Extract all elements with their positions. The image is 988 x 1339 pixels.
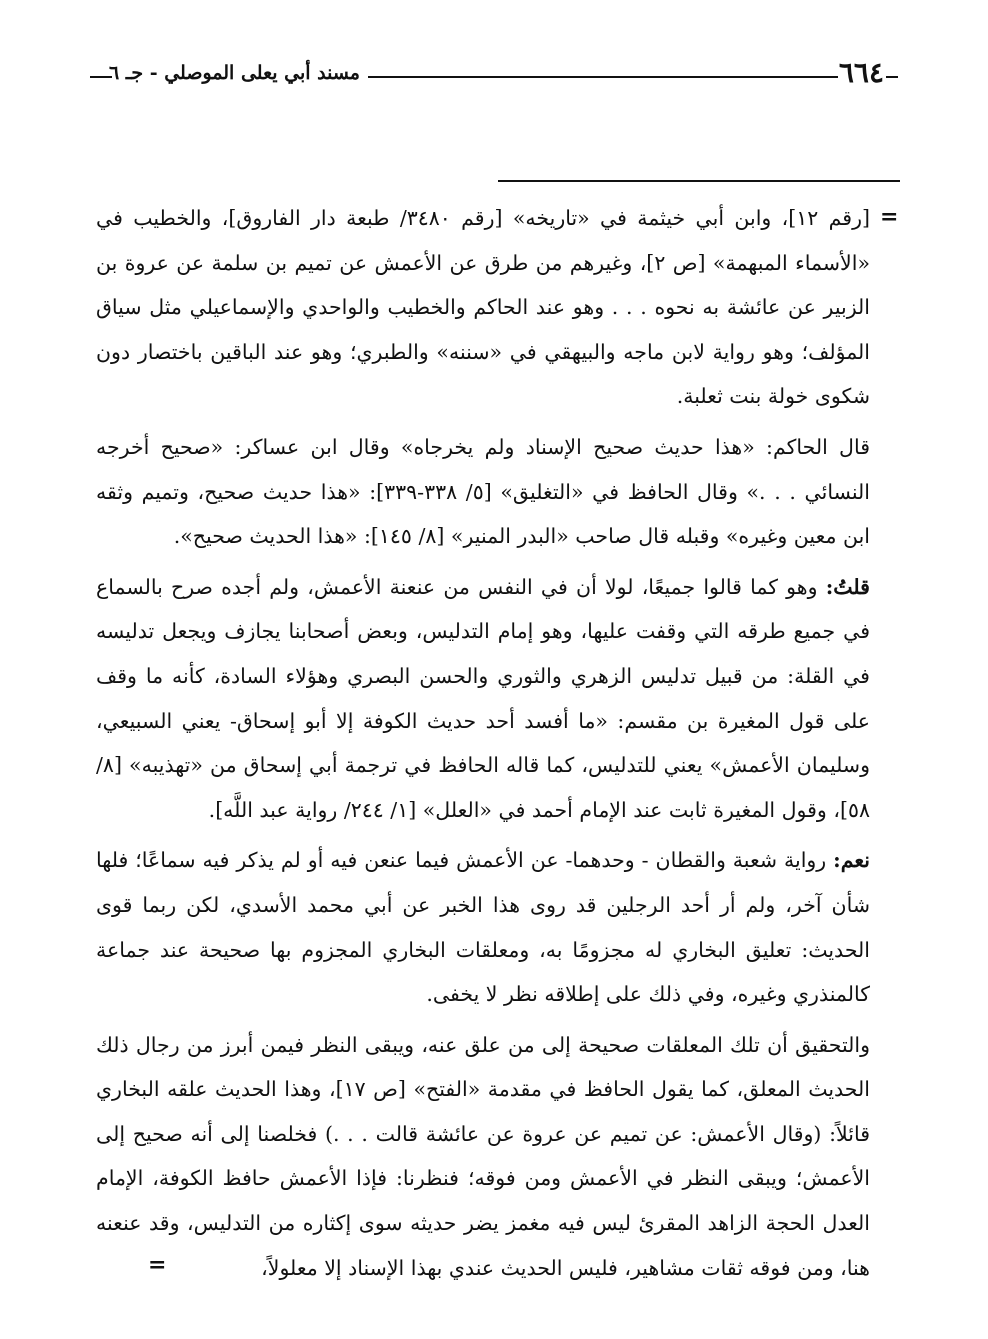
running-title: مسند أبي يعلى الموصلي - جـ ٦ <box>108 62 360 84</box>
header-rule-middle <box>368 76 838 78</box>
paragraph-text: [رقم ١٢]، وابن أبي خيثمة في «تاريخه» [رقم ٣٤٨٠/ طبعة دار الفاروق]، والخطيب في «الأسماء المبهمة» [ص ٢]، وغيرهم من طرق عن الأعمش عن تميم بن سلمة عن عروة بن الزبير عن عائشة به نحوه . . . وهو عند الحاكم والخطيب والواحدي والإسماعيلي مثل سياق المؤلف؛ وهو رواية لابن ماجه والبيهقي في «سننه» والطبري؛ وهو عند الباقين باختصار دون شكوى خولة بنت ثعلبة. <box>96 206 870 409</box>
footnote-text <box>96 196 870 1296</box>
footnote-continuation-mark-top: = <box>880 204 899 230</box>
footnote-paragraph <box>96 838 870 1016</box>
paragraph-text: والتحقيق أن تلك المعلقات صحيحة إلى من علق عنه، ويبقى النظر فيمن أبرز من رجال ذلك الحديث المعلق، كما يقول الحافظ في مقدمة «الفتح» [ص ١٧]، وهذا الحديث علقه البخاري قائلاً: (وقال الأعمش: عن تميم عن عروة عن عائشة قالت . . .) فخلصنا إلى أنه صحيح إلى الأعمش؛ ويبقى النظر في الأعمش ومن فوقه؛ فنظرنا: فإذا الأعمش حافظ الكوفة، الإمام العدل الحجة الزاهد المقرئ ليس فيه مغمز يضر حديثه سوى إكثاره من التدليس، وقد عنعنه هنا، ومن فوقه ثقات مشاهير، فليس الحديث عندي بهذا الإسناد إلا معلولاً، <box>96 1032 870 1280</box>
footnote-paragraph <box>96 565 870 833</box>
footnote-paragraph <box>96 425 870 559</box>
footnote-continuation-mark-bottom: = <box>148 1252 167 1278</box>
footnote-separator <box>498 180 900 182</box>
paragraph-text: رواية شعبة والقطان - وحدهما- عن الأعمش فيما عنعن فيه أو لم يذكر فيه سماعًا؛ فلها شأن آخر، ولم أر أحد الرجلين قد روى هذا الخبر عن أبي محمد الأسدي، لكن ربما قوى الحديث: تعليق البخاري له مجزومًا به، ومعلقات البخاري المجزوم بها صحيحة عند جماعة كالمنذري وغيره، وفي ذلك على إطلاقه نظر لا يخفى. <box>96 848 870 1007</box>
footnote-paragraph <box>96 1023 870 1291</box>
paragraph-lead-word: قلتُ: <box>825 574 870 599</box>
paragraph-text: قال الحاكم: «هذا حديث صحيح الإسناد ولم يخرجاه» وقال ابن عساكر: «صحيح أخرجه النسائي . . .» وقال الحافظ في «التغليق» [٥/ ٣٣٨-٣٣٩]: «هذا حديث صحيح، وتميم وثقه ابن معين وغيره» وقبله قال صاحب «البدر المنير» [٨/ ١٤٥]: «هذا الحديث صحيح». <box>96 434 870 549</box>
page-number: ٦٦٤ <box>838 56 884 89</box>
header-rule-right <box>886 76 898 78</box>
footnote-paragraph <box>96 196 870 419</box>
paragraph-text: وهو كما قالوا جميعًا، لولا أن في النفس من عنعنة الأعمش، ولم أجده صرح بالسماع في جميع طرقه التي وقفت عليها، وهو إمام التدليس، وبعض أصحابنا يجازف ويجعل تدليسه في القلة: من قبيل تدليس الزهري والثوري والحسن البصري وهؤلاء السادة، كأنه ما وقف على قول المغيرة بن مقسم: «ما أفسد أحد حديث الكوفة إلا أبو إسحاق- يعني السبيعي، وسليمان الأعمش» يعني للتدليس، كما قاله الحافظ في ترجمة أبي إسحاق من «تهذيبه» [٨/ ٥٨]، وقول المغيرة ثابت عند الإمام أحمد في «العلل» [١/ ٢٤٤/ رواية عبد اللَّه]. <box>96 574 870 822</box>
page-header <box>90 56 898 96</box>
paragraph-lead-word: نعم: <box>833 848 870 873</box>
